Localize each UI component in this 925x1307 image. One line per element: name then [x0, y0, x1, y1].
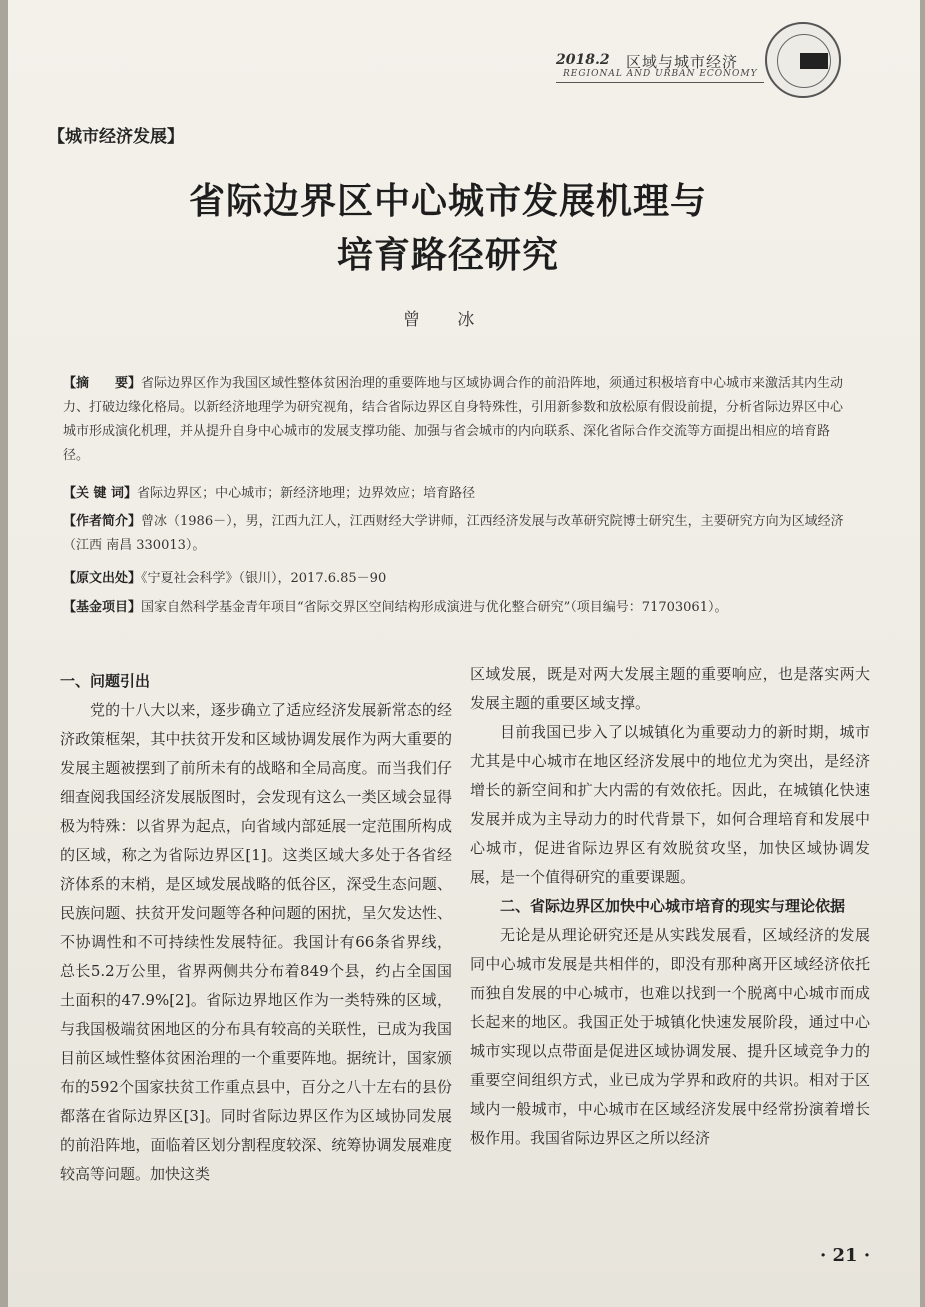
- title-line-1: 省际边界区中心城市发展机理与: [188, 181, 707, 222]
- left-column: [60, 667, 452, 1189]
- abstract: [63, 372, 853, 468]
- article-title: [103, 175, 793, 283]
- journal-page: [8, 0, 920, 1307]
- column-tag: 【城市经济发展】: [48, 127, 184, 147]
- fund-project: [63, 596, 853, 620]
- emblem-book-icon: [800, 53, 828, 69]
- section-1-paragraph-1-continued: 区域发展，既是对两大发展主题的重要响应，也是落实两大发展主题的重要区域支撑。: [470, 665, 870, 712]
- fund-label: 【基金项目】: [63, 600, 142, 615]
- fund-text: 国家自然科学基金青年项目“省际交界区空间结构形成演进与优化整合研究”（项目编号：71703061）。: [141, 600, 728, 615]
- right-column: [470, 660, 870, 1153]
- section-1-heading: 一、问题引出: [60, 672, 151, 690]
- journal-emblem-icon: [765, 22, 841, 98]
- header-rule: [556, 82, 764, 83]
- abstract-text: 省际边界区作为我国区域性整体贫困治理的重要阵地与区域协调合作的前沿阵地，须通过积极培育中心城市来激活其内生动力、打破边缘化格局。以新经济地理学为研究视角，结合省际边界区自身特殊性，引用新参数和放松原有假设前提，分析省际边界区中心城市形成演化机理，并从提升自身中心城市的发展支撑功能、加强与省会城市的内向联系、深化省际合作交流等方面提出相应的培育路径。: [63, 376, 844, 463]
- source-label: 【原文出处】: [63, 571, 142, 586]
- emblem-ring: [777, 34, 831, 88]
- keywords-text: 省际边界区；中心城市；新经济地理；边界效应；培育路径: [137, 486, 476, 501]
- journal-name: 区域与城市经济: [626, 53, 739, 71]
- section-1-paragraph-1: 党的十八大以来，逐步确立了适应经济发展新常态的经济政策框架，其中扶贫开发和区域协调发展作为两大重要的发展主题被摆到了前所未有的战略和全局高度。而当我们仔细查阅我国经济发展版图时，会发现有这么一类区域会显得极为特殊：以省界为起点，向省域内部延展一定范围所构成的区域，称之为省际边界区[1]。这类区域大多处于各省经济体系的末梢，是区域发展战略的低谷区，深受生态问题、民族问题、扶贫开发问题等各种问题的困扰，呈欠发达性、不协调性和不可持续性发展特征。我国计有66条省界线，总长5.2万公里，省界两侧共分布着849个县，约占全国国土面积的47.9%[2]。省际边界地区作为一类特殊的区域，与我国极端贫困地区的分布具有较高的关联性，已成为我国目前区域性整体贫困治理的一个重要阵地。据统计，国家颁布的592个国家扶贫工作重点县中，百分之八十左右的县份都落在省际边界区[3]。同时省际边界区作为区域协同发展的前沿阵地，面临着区划分割程度较深、统筹协调发展难度较高等问题。加快这类: [60, 701, 452, 1183]
- original-source: [63, 567, 853, 591]
- journal-name-english: REGIONAL AND URBAN ECONOMY: [563, 69, 758, 79]
- keywords: [63, 482, 853, 506]
- section-2-heading: 二、省际边界区加快中心城市培育的现实与理论依据: [500, 897, 846, 915]
- source-text: 《宁夏社会科学》（银川），2017.6.85－90: [141, 571, 387, 586]
- author-profile-text: 曾冰（1986－），男，江西九江人，江西财经大学讲师，江西经济发展与改革研究院博士研究生，主要研究方向为区域经济（江西 南昌 330013）。: [63, 514, 844, 553]
- article-author: 曾 冰: [403, 310, 491, 330]
- title-line-2: 培育路径研究: [336, 235, 559, 276]
- section-1-paragraph-2: 目前我国已步入了以城镇化为重要动力的新时期，城市尤其是中心城市在地区经济发展中的地位尤为突出，是经济增长的新空间和扩大内需的有效依托。因此，在城镇化快速发展并成为主导动力的时代背景下，如何合理培育和发展中心城市，促进省际边界区有效脱贫攻坚，加快区域协调发展，是一个值得研究的重要课题。: [470, 723, 870, 886]
- keywords-label: 【关 键 词】: [63, 486, 138, 501]
- section-2-paragraph-1: 无论是从理论研究还是从实践发展看，区域经济的发展同中心城市发展是共相伴的，即没有那种离开区域经济依托而独自发展的中心城市，也难以找到一个脱离中心城市而成长起来的地区。我国正处于城镇化快速发展阶段，通过中心城市实现以点带面是促进区域协调发展、提升区域竞争力的重要空间组织方式，业已成为学界和政府的共识。相对于区域内一般城市，中心城市在区域经济发展中经常扮演着增长极作用。我国省际边界区之所以经济: [470, 926, 870, 1147]
- issue-number: 2018.2: [556, 52, 610, 68]
- page-number: · 21 ·: [820, 1245, 871, 1266]
- author-profile: [63, 510, 853, 558]
- abstract-label: 【摘 要】: [63, 376, 142, 391]
- author-profile-label: 【作者简介】: [63, 514, 142, 529]
